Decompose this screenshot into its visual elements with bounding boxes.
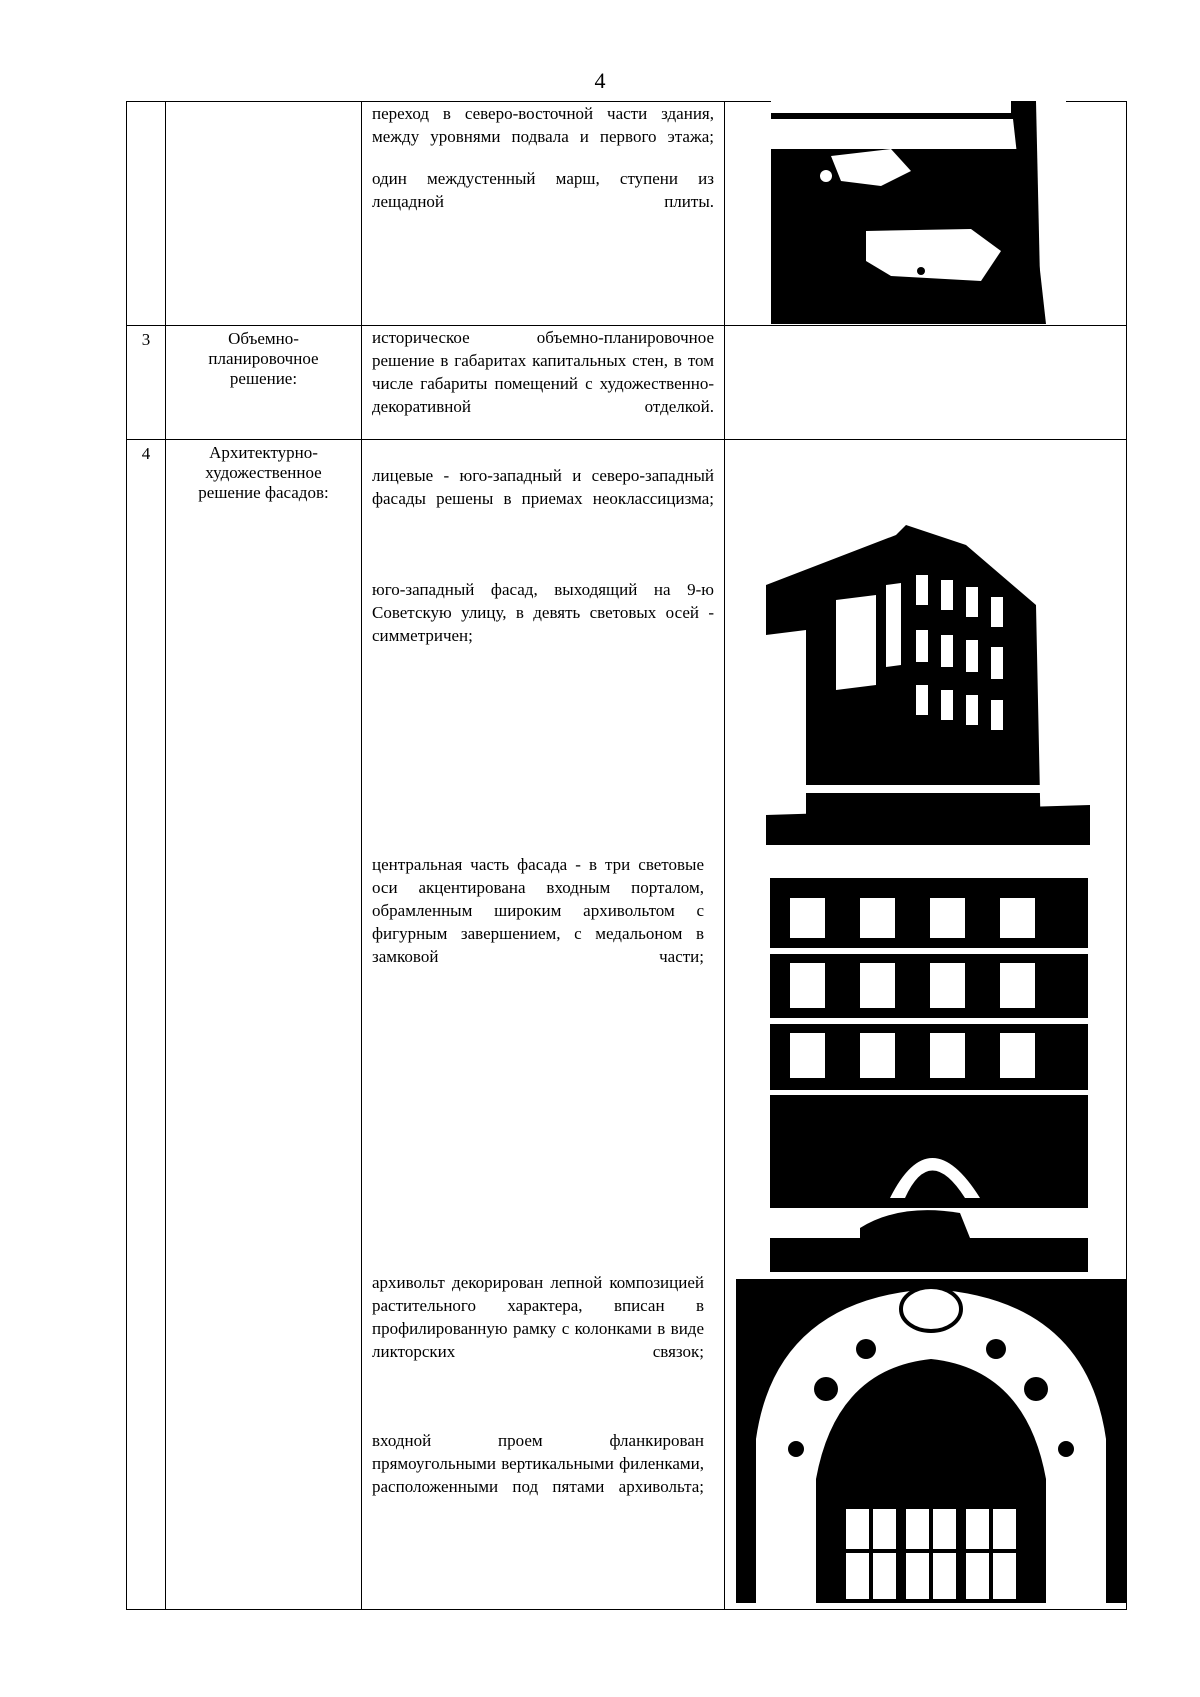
feature-name-cell [166,326,362,440]
table-row [127,326,1127,440]
feature-description-cell [362,440,725,1610]
description-paragraph: центральная часть фасада - в три световые оси акцентирована входным порталом, обрамленным широким архивольтом с фигурным завершением, с медальоном в замковой части; [372,855,704,966]
building-corner-photo [766,525,1090,845]
facade-photo [770,868,1088,1272]
feature-description-cell [362,102,725,326]
portal-archivolt-photo [736,1279,1126,1603]
description-paragraph: юго-западный фасад, выходящий на 9-ю Советскую улицу, в девять световых осей - симметричен; [372,580,714,645]
description-paragraph: один междустенный марш, ступени из лещадной плиты. [372,169,714,211]
feature-name-line: решение фасадов: [198,483,329,502]
description-paragraph: архивольт декорирован лепной композицией растительного характера, вписан в профилированную рамку с колонками в виде ликторских связок; [372,1273,704,1361]
feature-name-cell [166,440,362,1610]
staircase-photo-graphic [771,101,1066,324]
feature-name-line: художественное [205,463,322,482]
page-number: 4 [594,68,606,93]
row-number-cell: 4 [127,440,166,1610]
feature-name-cell [166,102,362,326]
description-paragraph: историческое объемно-планировочное решение в габаритах капитальных стен, в том числе габариты помещений с художественно-декоративной отделкой. [372,328,714,416]
staircase-photo [771,101,1066,324]
description-paragraph: входной проем фланкирован прямоугольными вертикальными филенками, расположенными под пятами архивольта; [372,1431,704,1496]
feature-name-line: Объемно- [228,329,299,348]
facade-graphic [770,868,1088,1272]
description-paragraph: переход в северо-восточной части здания, между уровнями подвала и первого этажа; [372,104,714,146]
feature-name-line: Архитектурно- [209,443,318,462]
photo-cell [725,326,1127,440]
feature-name-line: решение: [229,369,298,388]
building-corner-graphic [766,525,1090,845]
feature-name-line: планировочное [208,349,319,368]
row-number-cell [127,102,166,326]
portal-archivolt-graphic [736,1279,1126,1603]
description-paragraph: лицевые - юго-западный и северо-западный фасады решены в приемах неоклассицизма; [372,466,714,508]
row-number-cell: 3 [127,326,166,440]
feature-description-cell [362,326,725,440]
